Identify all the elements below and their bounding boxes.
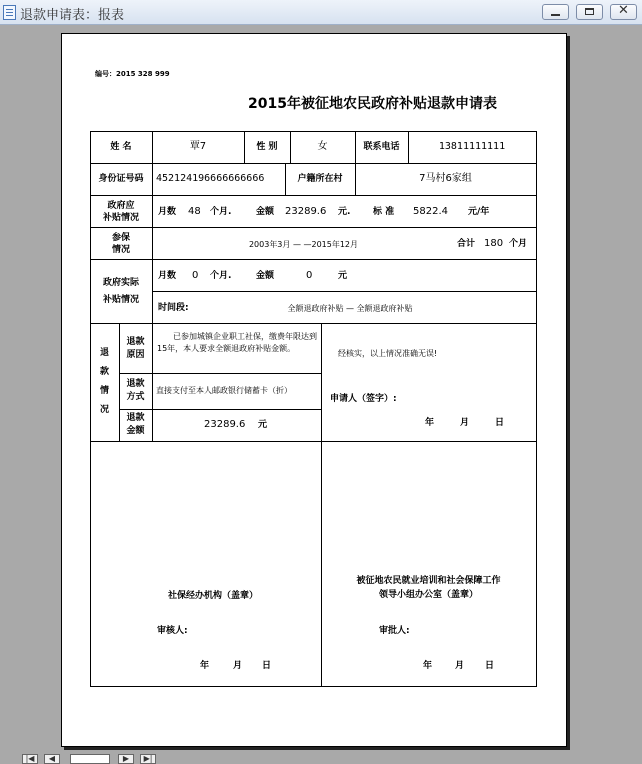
village-label: 户籍所在村 xyxy=(297,174,343,184)
form-title: 2015年被征地农民政府补贴退款申请表 xyxy=(248,96,497,112)
page-number-input[interactable] xyxy=(70,754,110,764)
applicant-date-year: 年 xyxy=(425,418,435,428)
actual-amount-unit: 元 xyxy=(338,271,348,281)
leading-office-seal-line1: 被征地农民就业培训和社会保障工作 xyxy=(356,576,501,586)
report-icon xyxy=(3,5,16,20)
left-date-year: 年 xyxy=(200,661,210,671)
actual-subsidy-label-line1: 政府实际 xyxy=(102,278,139,288)
refund-section-char-4: 况 xyxy=(99,405,109,415)
actual-amount-label: 金额 xyxy=(256,271,275,281)
close-icon: ✕ xyxy=(618,3,629,18)
refund-method-label-line1: 退款 xyxy=(126,379,145,389)
due-months-label: 月数 xyxy=(158,207,177,217)
row-divider xyxy=(119,409,321,410)
refund-reason-label-line2: 原因 xyxy=(126,350,145,360)
refund-method-label-line2: 方式 xyxy=(126,392,145,402)
gender-value: 女 xyxy=(317,141,328,152)
page-navigation-bar xyxy=(0,752,642,764)
right-date-year: 年 xyxy=(423,661,433,671)
next-page-button[interactable]: ▶ xyxy=(118,754,134,764)
refund-amount-unit: 元 xyxy=(258,420,268,430)
standard-unit: 元/年 xyxy=(468,207,490,217)
window-titlebar xyxy=(0,0,642,25)
previous-page-button[interactable]: ◀ xyxy=(44,754,60,764)
maximize-button[interactable] xyxy=(576,4,603,20)
refund-section-char-1: 退 xyxy=(99,348,109,358)
applicant-date-month: 月 xyxy=(460,418,470,428)
insurance-total-value: 180 xyxy=(484,238,504,249)
application-form-table xyxy=(90,131,537,686)
refund-section-char-2: 款 xyxy=(99,367,109,377)
refund-amount-label-line1: 退款 xyxy=(126,413,145,423)
actual-months-label: 月数 xyxy=(158,271,177,281)
refund-amount-label-line2: 金额 xyxy=(126,426,145,436)
due-months-value: 48 xyxy=(188,206,201,217)
reviewer-label: 审核人: xyxy=(157,626,188,636)
left-date-month: 月 xyxy=(233,661,243,671)
window-title: 退款申请表：报表 xyxy=(20,8,125,23)
period-value: 全额退政府补贴 — 全额退政府补贴 xyxy=(287,304,413,313)
document-number: 编号：2015 328 999 xyxy=(95,70,170,78)
refund-amount-value: 23289.6 xyxy=(204,419,246,430)
actual-amount-value: 0 xyxy=(306,270,313,281)
row-divider xyxy=(90,227,537,228)
refund-method-text: 直接支付至本人邮政银行储蓄卡（折） xyxy=(156,386,292,395)
period-label: 时间段: xyxy=(158,303,189,313)
row-divider xyxy=(90,259,537,260)
standard-value: 5822.4 xyxy=(413,206,448,217)
approver-label: 审批人: xyxy=(379,626,410,636)
maximize-icon xyxy=(585,8,594,15)
village-value: 7马村6家组 xyxy=(419,173,472,184)
insurance-label-line1: 参保 xyxy=(111,233,130,243)
table-border-bottom xyxy=(90,686,537,687)
leading-office-seal-line2: 领导小组办公室（盖章） xyxy=(378,590,478,600)
table-border-right xyxy=(536,131,537,687)
due-amount-label: 金额 xyxy=(256,207,275,217)
table-border-top xyxy=(90,131,537,132)
verification-text: 经核实，以上情况准确无误! xyxy=(338,349,438,358)
insurance-period: 2003年3月 — —2015年12月 xyxy=(248,240,359,249)
applicant-signature-label: 申请人（签字）: xyxy=(330,394,397,404)
due-subsidy-label-line1: 政府应 xyxy=(107,201,135,211)
due-amount-value: 23289.6 xyxy=(285,206,327,217)
refund-reason-label-line1: 退款 xyxy=(126,337,145,347)
row-divider xyxy=(119,373,321,374)
social-security-agency-seal: 社保经办机构（盖章） xyxy=(168,591,259,601)
close-button[interactable] xyxy=(610,4,637,20)
standard-label: 标 准 xyxy=(373,207,395,217)
row-divider xyxy=(90,441,537,442)
column-divider xyxy=(152,131,153,323)
refund-reason-text: 已参加城镇企业职工社保，缴费年限达到15年，本人要求全额退政府补贴金额。 xyxy=(157,332,317,353)
name-label: 姓 名 xyxy=(110,142,132,152)
column-divider xyxy=(152,323,153,441)
row-divider xyxy=(90,323,537,324)
applicant-date-day: 日 xyxy=(495,418,505,428)
right-date-month: 月 xyxy=(455,661,465,671)
due-subsidy-label-line2: 补贴情况 xyxy=(102,213,139,223)
refund-section-char-3: 情 xyxy=(99,386,109,396)
minimize-button[interactable] xyxy=(542,4,569,20)
insurance-total-unit: 个月 xyxy=(509,239,528,249)
insurance-label-line2: 情况 xyxy=(111,245,130,255)
phone-label: 联系电话 xyxy=(363,142,400,152)
insurance-total-label: 合计 xyxy=(457,239,476,249)
actual-months-value: 0 xyxy=(192,270,199,281)
row-divider xyxy=(152,291,537,292)
phone-value: 13811111111 xyxy=(438,141,506,152)
row-divider xyxy=(90,163,537,164)
first-page-button[interactable]: |◀ xyxy=(22,754,38,764)
right-date-day: 日 xyxy=(485,661,495,671)
id-number-label: 身份证号码 xyxy=(98,174,144,184)
column-divider xyxy=(321,323,322,687)
gender-label: 性 别 xyxy=(256,142,278,152)
due-amount-unit: 元. xyxy=(338,207,351,217)
due-months-unit: 个月. xyxy=(210,207,232,217)
report-page xyxy=(61,33,567,747)
id-number-value: 452124196666666666 xyxy=(156,173,265,184)
name-value: 覃7 xyxy=(189,141,207,152)
row-divider xyxy=(90,195,537,196)
left-date-day: 日 xyxy=(262,661,272,671)
minimize-icon xyxy=(551,14,560,16)
last-page-button[interactable]: ▶| xyxy=(140,754,156,764)
actual-subsidy-label-line2: 补贴情况 xyxy=(102,295,139,305)
actual-months-unit: 个月. xyxy=(210,271,232,281)
